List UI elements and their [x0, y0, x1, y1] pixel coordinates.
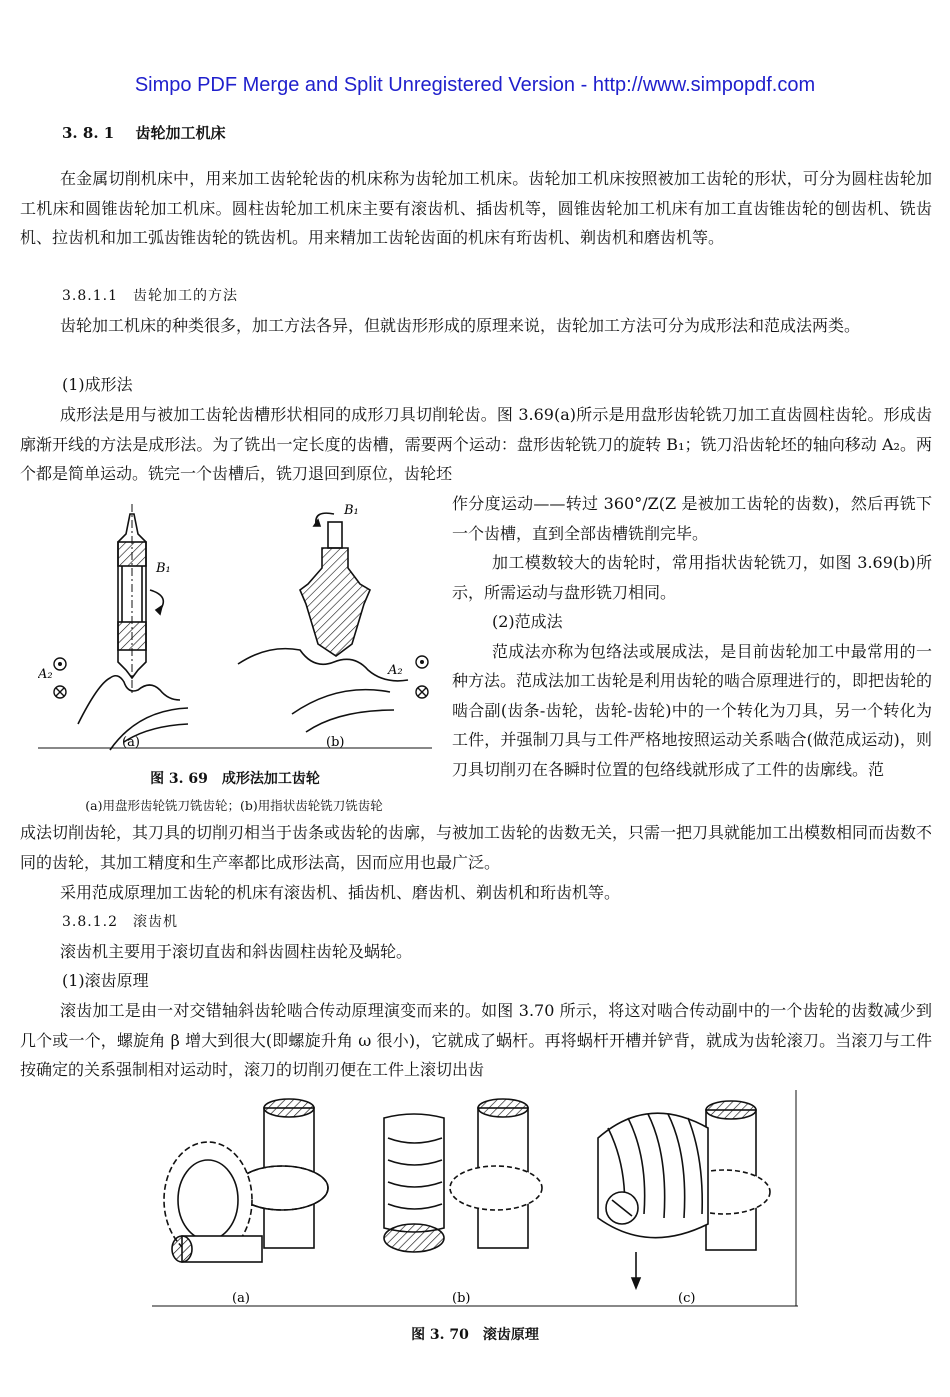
item-generating-method: (2)范成法: [492, 612, 563, 631]
paragraph-generating-cont: 成法切削齿轮，其刀具的切削刃相当于齿条或齿轮的齿廓，与被加工齿轮的齿数无关，只需一把刀具就能加工出模数相同而齿数不同的齿轮，其加工精度和生产率都比成形法高，因而应用也最广泛。: [20, 823, 933, 872]
paragraph-hobbing-principle: 滚齿加工是由一对交错轴斜齿轮啮合传动原理演变而来的。如图 3.70 所示，将这对啮合传动副中的一个齿轮的齿数减少到几个或一个，螺旋角 β 增大到很大(即螺旋升角 ω 很小)，它就成了蜗杆。再将蜗杆开槽并铲背，就成为齿轮滚刀。当滚刀与工件按确定的关系强制相对运动时，滚刀的切削刃便在工件上滚切出齿: [20, 1001, 932, 1079]
figure-3-69-caption: 图 3. 69 成形法加工齿轮: [150, 771, 320, 787]
subsection-heading-hobbing: 3.8.1.2 滚齿机: [62, 914, 178, 930]
figure-3-70-caption: 图 3. 70 滚齿原理: [411, 1327, 539, 1343]
worm-gear-drawing: [384, 1099, 542, 1252]
fig370-label-b: (b): [452, 1291, 471, 1306]
hob-drawing: [598, 1101, 770, 1288]
figure-3-70: [152, 1088, 798, 1310]
wrapped-text-column: [452, 489, 932, 784]
section-heading: [62, 122, 225, 143]
figure-3-69: [38, 494, 432, 756]
fig369-label-a: (a): [122, 735, 140, 750]
fig370-label-a: (a): [232, 1291, 250, 1306]
item-forming-method: (1)成形法: [62, 375, 133, 394]
section-title: 齿轮加工机床: [135, 124, 226, 142]
label-a2-a: A₂: [38, 667, 53, 682]
paragraph-methods: 齿轮加工机床的种类很多，加工方法各异，但就齿形形成的原理来说，齿轮加工方法可分为成形法和范成法两类。: [60, 316, 861, 335]
watermark: Simpo PDF Merge and Split Unregistered Version - http://www.simpopdf.com: [134, 74, 816, 96]
label-b1-a: B₁: [156, 561, 171, 576]
paragraph-hobbing-intro: 滚齿机主要用于滚切直齿和斜齿圆柱齿轮及蜗轮。: [60, 942, 413, 961]
item-hobbing-principle: (1)滚齿原理: [62, 971, 149, 990]
section-number: 3. 8. 1: [62, 124, 115, 142]
paragraph-indexing: 作分度运动——转过 360°/Z(Z 是被加工齿轮的齿数)，然后再铣下一个齿槽，直到全部齿槽铣削完毕。: [452, 494, 932, 543]
fig369-label-b: (b): [326, 735, 345, 750]
finger-cutter-drawing: [238, 513, 408, 732]
paragraph-forming: 成形法是用与被加工齿轮齿槽形状相同的成形刀具切削轮齿。图 3.69(a)所示是用盘形齿轮铣刀加工直齿圆柱齿轮。形成齿廓渐开线的方法是成形法。为了铣出一定长度的齿槽，需要两个运动：盘形齿轮铣刀的旋转 B₁；铣刀沿齿轮坯的轴向移动 A₂。两个都是简单运动。铣完一个齿槽后，铣刀退回到原位，齿轮坯: [20, 405, 932, 483]
figure-3-69-subcaption: (a)用盘形齿轮铣刀铣齿轮；(b)用指状齿轮铣刀铣齿轮: [85, 798, 383, 813]
subsection-heading-methods: 3.8.1.1 齿轮加工的方法: [62, 288, 238, 304]
helical-gear-pair-drawing: [164, 1099, 328, 1262]
paragraph-generating: 范成法亦称为包络法或展成法，是目前齿轮加工中最常用的一种方法。范成法加工齿轮是利用齿轮的啮合原理进行的，即把齿轮的啮合副(齿条-齿轮，齿轮-齿轮)中的一个转化为刀具，另一个转化为工件，并强制刀具与工件严格地按照运动关系啮合(做范成运动)，则刀具切削刃在各瞬时位置的包络线就形成了工件的齿廓线。范: [452, 641, 933, 779]
label-b1-b: B₁: [344, 503, 359, 518]
paragraph-generating-machines: 采用范成原理加工齿轮的机床有滚齿机、插齿机、磨齿机、剃齿机和珩齿机等。: [60, 883, 621, 902]
disc-cutter-drawing: [78, 504, 188, 750]
paragraph-finger-cutter: 加工模数较大的齿轮时，常用指状齿轮铣刀，如图 3.69(b)所示，所需运动与盘形铣刀相同。: [452, 553, 932, 602]
fig370-label-c: (c): [678, 1291, 696, 1306]
label-a2-b: A₂: [388, 663, 403, 678]
paragraph-intro: 在金属切削机床中，用来加工齿轮轮齿的机床称为齿轮加工机床。齿轮加工机床按照被加工齿轮的形状，可分为圆柱齿轮加工机床和圆锥齿轮加工机床。圆柱齿轮加工机床主要有滚齿机、插齿机等，圆锥齿轮加工机床有加工直齿锥齿轮的刨齿机、铣齿机、拉齿机和加工弧齿锥齿轮的铣齿机。用来精加工齿轮齿面的机床有珩齿机、剃齿机和磨齿机等。: [20, 169, 932, 247]
